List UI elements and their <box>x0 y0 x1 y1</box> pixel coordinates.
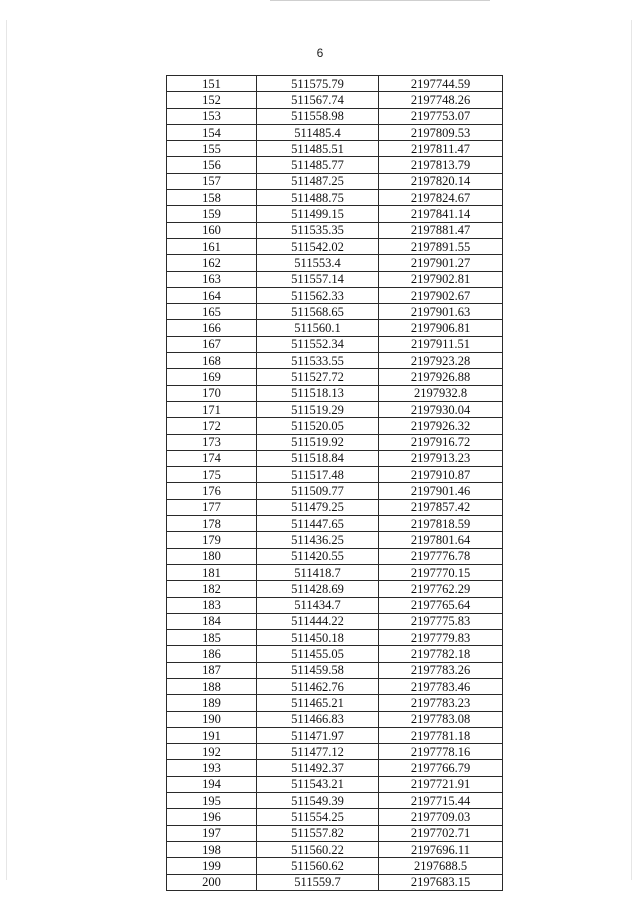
y-coordinate-cell: 2197926.88 <box>379 369 503 385</box>
table-row <box>167 727 503 743</box>
table-row <box>167 841 503 857</box>
point-number-cell: 154 <box>167 124 257 140</box>
x-coordinate-cell: 511517.48 <box>257 467 379 483</box>
x-coordinate-cell: 511485.4 <box>257 124 379 140</box>
y-coordinate-cell: 2197902.81 <box>379 271 503 287</box>
y-coordinate-cell: 2197715.44 <box>379 793 503 809</box>
table-row <box>167 353 503 369</box>
y-coordinate-cell: 2197775.83 <box>379 613 503 629</box>
x-coordinate-cell: 511519.92 <box>257 434 379 450</box>
table-row <box>167 238 503 254</box>
table-row <box>167 678 503 694</box>
y-coordinate-cell: 2197721.91 <box>379 776 503 792</box>
point-number-cell: 181 <box>167 564 257 580</box>
y-coordinate-cell: 2197913.23 <box>379 450 503 466</box>
coordinate-table-body <box>167 76 503 891</box>
point-number-cell: 188 <box>167 678 257 694</box>
y-coordinate-cell: 2197910.87 <box>379 467 503 483</box>
point-number-cell: 157 <box>167 173 257 189</box>
x-coordinate-cell: 511552.34 <box>257 336 379 352</box>
y-coordinate-cell: 2197932.8 <box>379 385 503 401</box>
table-row <box>167 385 503 401</box>
point-number-cell: 197 <box>167 825 257 841</box>
point-number-cell: 195 <box>167 793 257 809</box>
point-number-cell: 163 <box>167 271 257 287</box>
table-row <box>167 613 503 629</box>
y-coordinate-cell: 2197783.46 <box>379 678 503 694</box>
y-coordinate-cell: 2197765.64 <box>379 597 503 613</box>
table-row <box>167 401 503 417</box>
table-row <box>167 271 503 287</box>
point-number-cell: 187 <box>167 662 257 678</box>
point-number-cell: 194 <box>167 776 257 792</box>
x-coordinate-cell: 511485.51 <box>257 141 379 157</box>
table-row <box>167 157 503 173</box>
x-coordinate-cell: 511450.18 <box>257 630 379 646</box>
table-row <box>167 809 503 825</box>
x-coordinate-cell: 511509.77 <box>257 483 379 499</box>
table-row <box>167 222 503 238</box>
y-coordinate-cell: 2197841.14 <box>379 206 503 222</box>
table-row <box>167 255 503 271</box>
point-number-cell: 166 <box>167 320 257 336</box>
table-row <box>167 320 503 336</box>
point-number-cell: 176 <box>167 483 257 499</box>
y-coordinate-cell: 2197781.18 <box>379 727 503 743</box>
point-number-cell: 193 <box>167 760 257 776</box>
point-number-cell: 185 <box>167 630 257 646</box>
y-coordinate-cell: 2197906.81 <box>379 320 503 336</box>
point-number-cell: 200 <box>167 874 257 890</box>
point-number-cell: 152 <box>167 92 257 108</box>
x-coordinate-cell: 511444.22 <box>257 613 379 629</box>
x-coordinate-cell: 511527.72 <box>257 369 379 385</box>
point-number-cell: 156 <box>167 157 257 173</box>
table-row <box>167 76 503 92</box>
point-number-cell: 158 <box>167 190 257 206</box>
table-row <box>167 92 503 108</box>
point-number-cell: 161 <box>167 238 257 254</box>
page-number: 6 <box>316 46 324 60</box>
y-coordinate-cell: 2197779.83 <box>379 630 503 646</box>
y-coordinate-cell: 2197901.27 <box>379 255 503 271</box>
x-coordinate-cell: 511466.83 <box>257 711 379 727</box>
point-number-cell: 162 <box>167 255 257 271</box>
table-row <box>167 646 503 662</box>
y-coordinate-cell: 2197857.42 <box>379 499 503 515</box>
table-row <box>167 711 503 727</box>
table-row <box>167 434 503 450</box>
point-number-cell: 198 <box>167 841 257 857</box>
table-row <box>167 304 503 320</box>
point-number-cell: 171 <box>167 401 257 417</box>
point-number-cell: 192 <box>167 744 257 760</box>
scan-edge-right <box>631 20 632 880</box>
y-coordinate-cell: 2197683.15 <box>379 874 503 890</box>
y-coordinate-cell: 2197824.67 <box>379 190 503 206</box>
point-number-cell: 173 <box>167 434 257 450</box>
table-row <box>167 695 503 711</box>
y-coordinate-cell: 2197881.47 <box>379 222 503 238</box>
y-coordinate-cell: 2197801.64 <box>379 532 503 548</box>
y-coordinate-cell: 2197891.55 <box>379 238 503 254</box>
table-row <box>167 532 503 548</box>
y-coordinate-cell: 2197911.51 <box>379 336 503 352</box>
x-coordinate-cell: 511557.82 <box>257 825 379 841</box>
table-row <box>167 597 503 613</box>
y-coordinate-cell: 2197770.15 <box>379 564 503 580</box>
table-row <box>167 581 503 597</box>
x-coordinate-cell: 511488.75 <box>257 190 379 206</box>
x-coordinate-cell: 511543.21 <box>257 776 379 792</box>
point-number-cell: 177 <box>167 499 257 515</box>
point-number-cell: 189 <box>167 695 257 711</box>
point-number-cell: 160 <box>167 222 257 238</box>
y-coordinate-cell: 2197778.16 <box>379 744 503 760</box>
table-row <box>167 190 503 206</box>
x-coordinate-cell: 511436.25 <box>257 532 379 548</box>
x-coordinate-cell: 511549.39 <box>257 793 379 809</box>
point-number-cell: 182 <box>167 581 257 597</box>
table-row <box>167 483 503 499</box>
y-coordinate-cell: 2197783.23 <box>379 695 503 711</box>
x-coordinate-cell: 511533.55 <box>257 353 379 369</box>
y-coordinate-cell: 2197702.71 <box>379 825 503 841</box>
x-coordinate-cell: 511420.55 <box>257 548 379 564</box>
point-number-cell: 167 <box>167 336 257 352</box>
point-number-cell: 169 <box>167 369 257 385</box>
table-row <box>167 141 503 157</box>
x-coordinate-cell: 511447.65 <box>257 516 379 532</box>
x-coordinate-cell: 511554.25 <box>257 809 379 825</box>
point-number-cell: 175 <box>167 467 257 483</box>
y-coordinate-cell: 2197809.53 <box>379 124 503 140</box>
point-number-cell: 165 <box>167 304 257 320</box>
point-number-cell: 186 <box>167 646 257 662</box>
point-number-cell: 168 <box>167 353 257 369</box>
point-number-cell: 191 <box>167 727 257 743</box>
x-coordinate-cell: 511479.25 <box>257 499 379 515</box>
table-row <box>167 825 503 841</box>
point-number-cell: 178 <box>167 516 257 532</box>
table-row <box>167 124 503 140</box>
point-number-cell: 155 <box>167 141 257 157</box>
y-coordinate-cell: 2197916.72 <box>379 434 503 450</box>
x-coordinate-cell: 511575.79 <box>257 76 379 92</box>
scan-edge-top <box>270 0 490 1</box>
point-number-cell: 153 <box>167 108 257 124</box>
y-coordinate-cell: 2197783.08 <box>379 711 503 727</box>
table-row <box>167 108 503 124</box>
x-coordinate-cell: 511471.97 <box>257 727 379 743</box>
table-row <box>167 776 503 792</box>
table-row <box>167 874 503 890</box>
x-coordinate-cell: 511519.29 <box>257 401 379 417</box>
x-coordinate-cell: 511520.05 <box>257 418 379 434</box>
x-coordinate-cell: 511557.14 <box>257 271 379 287</box>
y-coordinate-cell: 2197766.79 <box>379 760 503 776</box>
table-row <box>167 793 503 809</box>
x-coordinate-cell: 511518.84 <box>257 450 379 466</box>
x-coordinate-cell: 511418.7 <box>257 564 379 580</box>
x-coordinate-cell: 511492.37 <box>257 760 379 776</box>
y-coordinate-cell: 2197813.79 <box>379 157 503 173</box>
table-row <box>167 548 503 564</box>
y-coordinate-cell: 2197930.04 <box>379 401 503 417</box>
point-number-cell: 172 <box>167 418 257 434</box>
y-coordinate-cell: 2197902.67 <box>379 287 503 303</box>
y-coordinate-cell: 2197762.29 <box>379 581 503 597</box>
y-coordinate-cell: 2197926.32 <box>379 418 503 434</box>
point-number-cell: 174 <box>167 450 257 466</box>
x-coordinate-cell: 511558.98 <box>257 108 379 124</box>
x-coordinate-cell: 511560.62 <box>257 858 379 874</box>
x-coordinate-cell: 511535.35 <box>257 222 379 238</box>
table-row <box>167 287 503 303</box>
point-number-cell: 159 <box>167 206 257 222</box>
point-number-cell: 199 <box>167 858 257 874</box>
x-coordinate-cell: 511499.15 <box>257 206 379 222</box>
y-coordinate-cell: 2197820.14 <box>379 173 503 189</box>
table-row <box>167 206 503 222</box>
x-coordinate-cell: 511567.74 <box>257 92 379 108</box>
table-row <box>167 744 503 760</box>
y-coordinate-cell: 2197811.47 <box>379 141 503 157</box>
point-number-cell: 164 <box>167 287 257 303</box>
y-coordinate-cell: 2197776.78 <box>379 548 503 564</box>
x-coordinate-cell: 511487.25 <box>257 173 379 189</box>
x-coordinate-cell: 511518.13 <box>257 385 379 401</box>
table-row <box>167 662 503 678</box>
y-coordinate-cell: 2197901.63 <box>379 304 503 320</box>
table-row <box>167 499 503 515</box>
x-coordinate-cell: 511477.12 <box>257 744 379 760</box>
table-row <box>167 760 503 776</box>
scan-edge-left <box>6 20 7 880</box>
x-coordinate-cell: 511485.77 <box>257 157 379 173</box>
table-row <box>167 173 503 189</box>
y-coordinate-cell: 2197818.59 <box>379 516 503 532</box>
x-coordinate-cell: 511465.21 <box>257 695 379 711</box>
coordinate-table <box>166 75 503 891</box>
x-coordinate-cell: 511428.69 <box>257 581 379 597</box>
x-coordinate-cell: 511462.76 <box>257 678 379 694</box>
x-coordinate-cell: 511455.05 <box>257 646 379 662</box>
y-coordinate-cell: 2197783.26 <box>379 662 503 678</box>
table-row <box>167 336 503 352</box>
point-number-cell: 179 <box>167 532 257 548</box>
table-row <box>167 450 503 466</box>
y-coordinate-cell: 2197753.07 <box>379 108 503 124</box>
y-coordinate-cell: 2197782.18 <box>379 646 503 662</box>
y-coordinate-cell: 2197688.5 <box>379 858 503 874</box>
point-number-cell: 170 <box>167 385 257 401</box>
table-row <box>167 564 503 580</box>
table-row <box>167 516 503 532</box>
table-row <box>167 630 503 646</box>
y-coordinate-cell: 2197923.28 <box>379 353 503 369</box>
y-coordinate-cell: 2197709.03 <box>379 809 503 825</box>
y-coordinate-cell: 2197901.46 <box>379 483 503 499</box>
y-coordinate-cell: 2197744.59 <box>379 76 503 92</box>
y-coordinate-cell: 2197696.11 <box>379 841 503 857</box>
table-row <box>167 858 503 874</box>
table-row <box>167 467 503 483</box>
x-coordinate-cell: 511559.7 <box>257 874 379 890</box>
point-number-cell: 180 <box>167 548 257 564</box>
point-number-cell: 196 <box>167 809 257 825</box>
point-number-cell: 151 <box>167 76 257 92</box>
x-coordinate-cell: 511542.02 <box>257 238 379 254</box>
point-number-cell: 184 <box>167 613 257 629</box>
point-number-cell: 183 <box>167 597 257 613</box>
table-row <box>167 369 503 385</box>
x-coordinate-cell: 511560.1 <box>257 320 379 336</box>
table-row <box>167 418 503 434</box>
x-coordinate-cell: 511434.7 <box>257 597 379 613</box>
x-coordinate-cell: 511560.22 <box>257 841 379 857</box>
x-coordinate-cell: 511459.58 <box>257 662 379 678</box>
x-coordinate-cell: 511568.65 <box>257 304 379 320</box>
y-coordinate-cell: 2197748.26 <box>379 92 503 108</box>
x-coordinate-cell: 511553.4 <box>257 255 379 271</box>
point-number-cell: 190 <box>167 711 257 727</box>
x-coordinate-cell: 511562.33 <box>257 287 379 303</box>
